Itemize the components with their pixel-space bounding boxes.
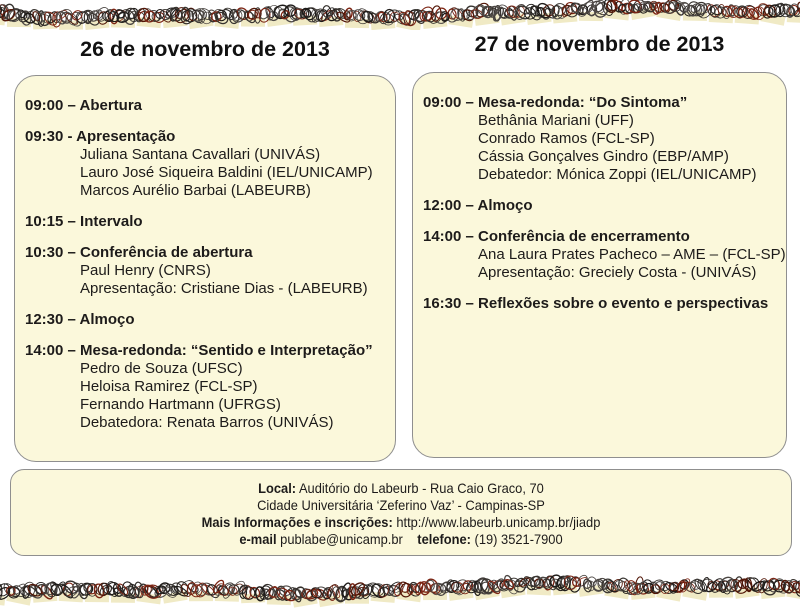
schedule-item: [25, 213, 389, 231]
phone-label: telefone:: [417, 531, 471, 547]
schedule-item: [25, 128, 389, 200]
day1-schedule-box: [14, 75, 396, 462]
schedule-entry-detail: Apresentação: Greciely Costa - (UNIVÁS): [478, 264, 757, 281]
schedule-entry-header: 10:15 – Intervalo: [25, 213, 143, 230]
schedule-entry-detail: Ana Laura Prates Pacheco – AME – (FCL-SP): [478, 246, 786, 263]
info-label: Mais Informações e inscrições:: [201, 514, 393, 530]
schedule-entry-header: 12:00 – Almoço: [423, 197, 533, 214]
day1-title: 26 de novembro de 2013: [80, 37, 330, 61]
phone-value: (19) 3521-7900: [474, 531, 563, 547]
city-line: Cidade Universitária ‘Zeferino Vaz’ - Campinas-SP: [257, 497, 545, 513]
day2-title: 27 de novembro de 2013: [474, 32, 725, 56]
decorative-scribble-border-bottom: [0, 573, 800, 609]
schedule-entry-detail: Pedro de Souza (UFSC): [80, 360, 243, 377]
schedule-item: [423, 94, 780, 184]
schedule-entry-header: 14:00 – Mesa-redonda: “Sentido e Interpretação”: [25, 342, 373, 359]
schedule-item: [25, 342, 389, 432]
schedule-item: [25, 244, 389, 298]
info-url: http://www.labeurb.unicamp.br/jiadp: [396, 514, 601, 530]
contact-line: [42, 531, 760, 548]
schedule-entry-detail: Marcos Aurélio Barbai (LABEURB): [80, 182, 311, 199]
schedule-entry-detail: Bethânia Mariani (UFF): [478, 112, 634, 129]
schedule-entry-header: 16:30 – Reflexões sobre o evento e perspectivas: [423, 295, 769, 312]
schedule-entry-detail: Debatedora: Renata Barros (UNIVÁS): [80, 414, 334, 431]
local-label: Local:: [258, 480, 297, 496]
schedule-entry-header: 09:30 - Apresentação: [25, 128, 176, 145]
email-label: e-mail: [239, 531, 277, 547]
schedule-entry-detail: Lauro José Siqueira Baldini (IEL/UNICAMP): [80, 164, 373, 181]
schedule-entry-header: 14:00 – Conferência de encerramento: [423, 228, 690, 245]
schedule-entry-detail: Cássia Gonçalves Gindro (EBP/AMP): [478, 148, 729, 165]
schedule-item: [25, 311, 389, 329]
schedule-entry-detail: Debatedor: Mónica Zoppi (IEL/UNICAMP): [478, 166, 757, 183]
schedule-entry-header: 09:00 – Mesa-redonda: “Do Sintoma”: [423, 94, 688, 111]
venue-line: [42, 480, 760, 497]
venue-info-box: [10, 469, 792, 556]
schedule-entry-header: 10:30 – Conferência de abertura: [25, 244, 253, 261]
schedule-entry-detail: Heloisa Ramirez (FCL-SP): [80, 378, 258, 395]
decorative-scribble-border-top: [0, 0, 800, 30]
schedule-entry-header: 12:30 – Almoço: [25, 311, 135, 328]
info-line: [42, 514, 760, 531]
local-value: Auditório do Labeurb - Rua Caio Graco, 70: [298, 480, 544, 496]
day2-schedule-box: [412, 72, 787, 458]
schedule-item: [25, 97, 389, 115]
schedule-entry-detail: Apresentação: Cristiane Dias - (LABEURB): [80, 280, 368, 297]
schedule-entry-detail: Conrado Ramos (FCL-SP): [478, 130, 655, 147]
schedule-entry-detail: Juliana Santana Cavallari (UNIVÁS): [80, 146, 321, 163]
schedule-entry-header: 09:00 – Abertura: [25, 97, 142, 114]
schedule-item: [423, 228, 786, 282]
schedule-entry-detail: Paul Henry (CNRS): [80, 262, 211, 279]
schedule-item: [423, 197, 780, 215]
schedule-entry-detail: Fernando Hartmann (UFRGS): [80, 396, 281, 413]
email-value: publabe@unicamp.br: [280, 531, 403, 547]
schedule-item: [423, 295, 780, 313]
